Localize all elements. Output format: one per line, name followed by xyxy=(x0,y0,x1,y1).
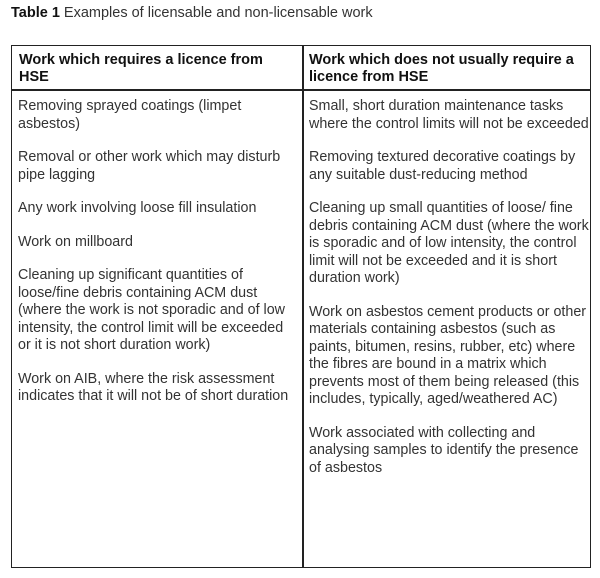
licensable-item: Removal or other work which may disturb pipe lagging xyxy=(18,149,281,183)
column-divider xyxy=(302,46,304,567)
non-licensable-item: Work associated with collecting and analysing samples to identify the presence of asbestos xyxy=(309,424,579,476)
header-non-licensable: Work which does not usually require a licence from HSE xyxy=(309,52,574,85)
licensable-item: Removing sprayed coatings (limpet asbestos) xyxy=(18,98,242,132)
licensable-item: Cleaning up significant quantities of loose/fine debris containing ACM dust (where the work is not sporadic and of low intensity, the control limit will be exceeded or it is not short duration work) xyxy=(18,267,286,353)
non-licensable-item: Cleaning up small quantities of loose/ fine debris containing ACM dust (where the work is sporadic and of low intensity, the control limit will not be exceeded and it is short duration work) xyxy=(309,200,589,286)
non-licensable-item: Work on asbestos cement products or other materials containing asbestos (such as paints, bitumen, resins, rubber, etc) where the fibres are bound in a matrix which prevents most of them being released (this includes, typically, aged/weathered AC) xyxy=(309,303,587,407)
table-caption-text: Examples of licensable and non-licensable work xyxy=(63,5,373,21)
non-licensable-column xyxy=(309,98,589,493)
licensing-table xyxy=(11,45,591,568)
licensable-column xyxy=(18,98,296,422)
non-licensable-item: Small, short duration maintenance tasks where the control limits will not be exceeded xyxy=(309,98,589,132)
table-caption xyxy=(11,5,373,21)
table-number: Table 1 xyxy=(11,5,60,21)
licensable-item: Work on millboard xyxy=(18,233,133,250)
header-divider xyxy=(12,89,590,91)
header-licensable: Work which requires a licence from HSE xyxy=(19,52,263,85)
non-licensable-item: Removing textured decorative coatings by any suitable dust-reducing method xyxy=(309,149,576,183)
licensable-item: Work on AIB, where the risk assessment indicates that it will not be of short duration xyxy=(18,370,289,404)
licensable-item: Any work involving loose fill insulation xyxy=(18,200,257,216)
